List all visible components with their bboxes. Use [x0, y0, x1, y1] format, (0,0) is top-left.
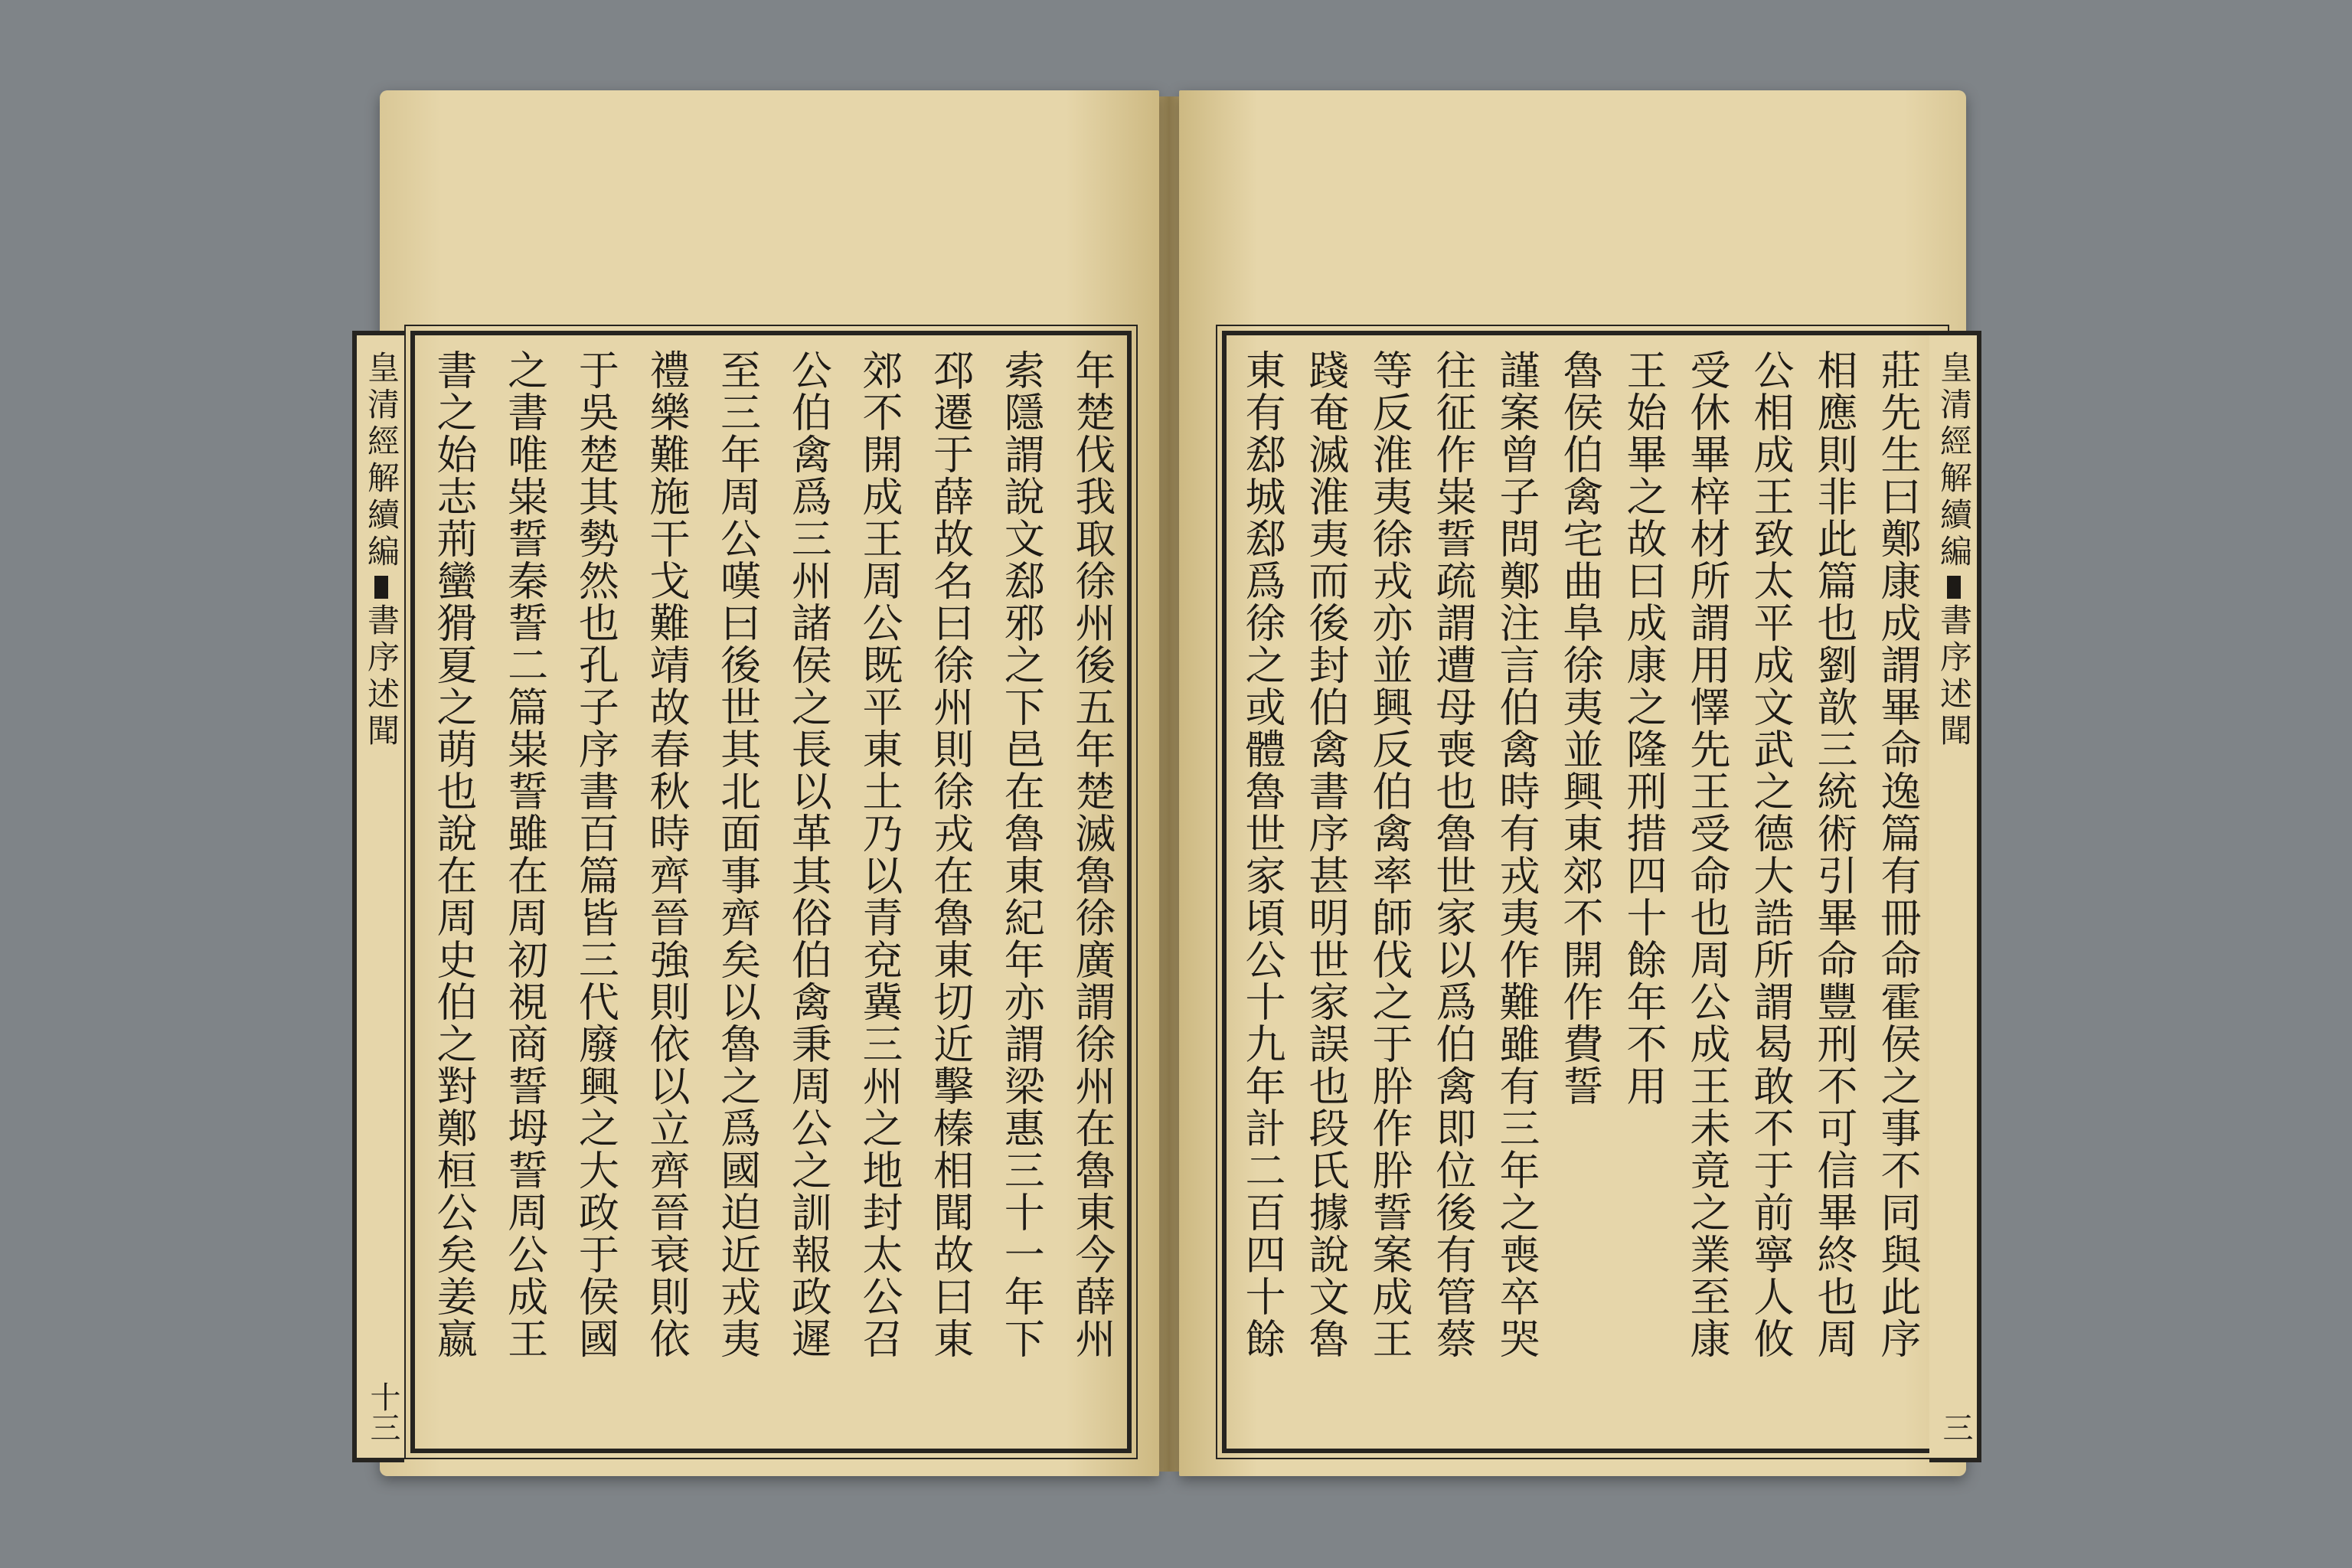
text-column: 年楚伐我取徐州後五年楚滅魯徐廣謂徐州在魯東今薛州	[1068, 349, 1116, 1360]
open-book	[363, 90, 1973, 1476]
text-column: 東有郄城郄爲徐之或體魯世家頃公十九年計二百四十餘	[1239, 349, 1285, 1360]
fish-tail-icon	[1947, 576, 1961, 599]
right-margin-text	[1932, 351, 1975, 750]
text-column: 郊不開成王周公既平東土乃以青兗冀三州之地封太公召	[855, 349, 903, 1360]
left-page	[363, 90, 1159, 1476]
text-column: 書之始志荊蠻猾夏之萌也說在周史伯之對鄭桓公矣姜嬴	[430, 349, 477, 1360]
text-column: 受休畢梓材所謂用懌先王受命也周公成王未竟之業至康	[1684, 349, 1730, 1360]
left-folio: 十三	[365, 1381, 400, 1442]
right-text-frame	[1222, 331, 1943, 1453]
text-column: 于吳楚其勢然也孔子序書百篇皆三代廢興之大政于侯國	[572, 349, 619, 1360]
text-column: 邳遷于薛故名曰徐州則徐戎在魯東切近擊榛相聞故曰東	[926, 349, 974, 1360]
text-column: 謹案曾子問鄭注言伯禽時有戎夷作難雖有三年之喪卒哭	[1493, 349, 1540, 1360]
text-column: 相應則非此篇也劉歆三統術引畢命豐刑不可信畢終也周	[1811, 349, 1857, 1360]
text-column: 公相成王致太平成文武之德大誥所謂曷敢不于前寧人攸	[1747, 349, 1794, 1360]
text-column: 索隱謂說文郄邪之下邑在魯東紀年亦謂梁惠三十一年下	[998, 349, 1045, 1360]
text-column: 王始畢之故曰成康之隆刑措四十餘年不用	[1620, 349, 1667, 1107]
text-column: 往征作粜誓疏謂遭母喪也魯世家以爲伯禽即位後有管蔡	[1429, 349, 1476, 1360]
right-margin-title: 皇清經解續編	[1936, 351, 1973, 571]
right-folio: 三	[1938, 1412, 1973, 1442]
left-text-frame	[410, 331, 1132, 1453]
left-margin-text	[360, 351, 403, 750]
right-margin-section: 書序述聞	[1936, 603, 1973, 750]
left-text-columns	[423, 349, 1122, 1435]
right-page	[1179, 90, 1973, 1476]
text-column: 莊先生曰鄭康成謂畢命逸篇有冊命霍侯之事不同與此序	[1874, 349, 1921, 1360]
text-column: 公伯禽爲三州諸侯之長以革其俗伯禽秉周公之訓報政遲	[785, 349, 832, 1360]
text-column: 魯侯伯禽宅曲阜徐夷並興東郊不開作費誓	[1557, 349, 1603, 1107]
right-page-margin	[1929, 331, 1981, 1462]
text-column: 至三年周公嘆曰後世其北面事齊矣以魯之爲國迫近戎夷	[714, 349, 761, 1360]
text-column: 踐奄滅淮夷而後封伯禽書序甚明世家誤也段氏據說文魯	[1302, 349, 1349, 1360]
fish-tail-icon	[374, 576, 388, 599]
right-text-columns	[1231, 349, 1928, 1435]
left-margin-title: 皇清經解續編	[363, 351, 400, 571]
text-column: 禮樂難施干戈難靖故春秋時齊晉強則依以立齊晉衰則依	[642, 349, 690, 1360]
left-page-margin	[352, 331, 404, 1462]
left-margin-section: 書序述聞	[363, 603, 400, 750]
text-column: 之書唯粜誓秦誓二篇粜誓雖在周初視商誓坶誓周公成王	[501, 349, 548, 1360]
text-column: 等反淮夷徐戎亦並興反伯禽率師伐之于肸作肸誓案成王	[1366, 349, 1413, 1360]
